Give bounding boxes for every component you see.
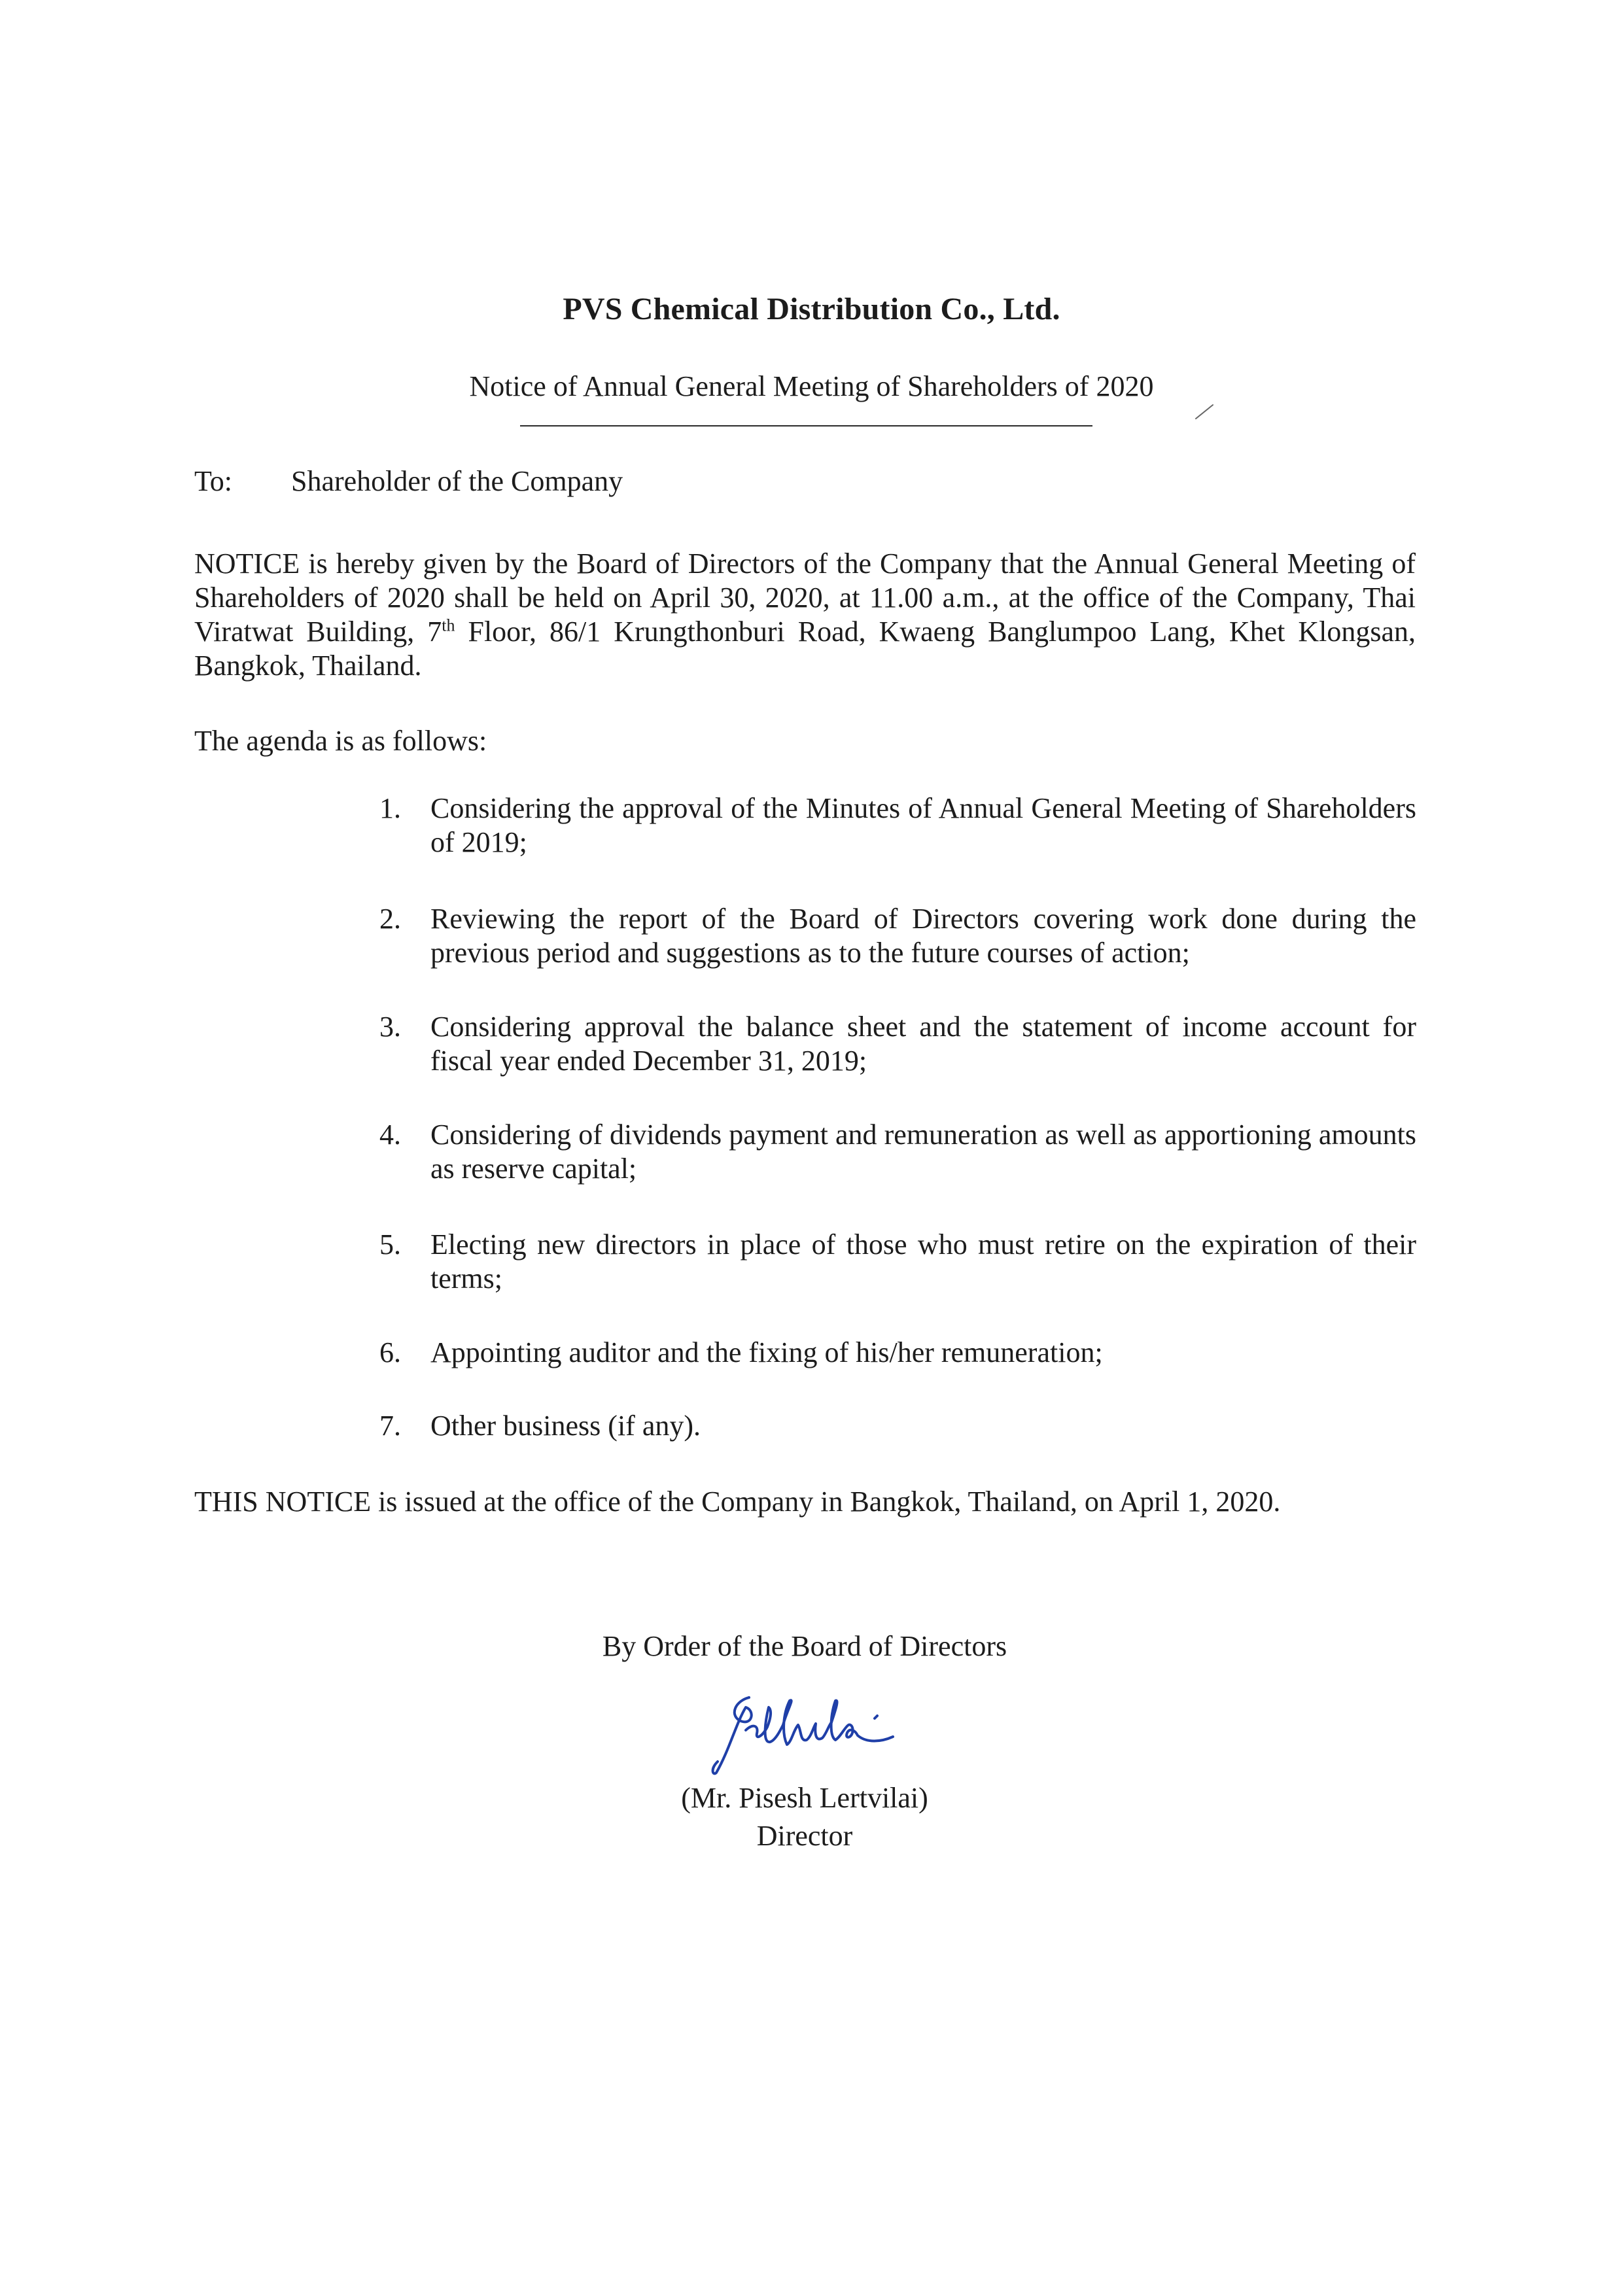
agenda-item-number: 5. — [379, 1228, 401, 1261]
agenda-item-number: 3. — [379, 1011, 401, 1043]
agenda-item-text: Considering approval the balance sheet and the statement of income account for fiscal year ended December 31, 2019; — [430, 1011, 1416, 1077]
agenda-item-text: Considering the approval of the Minutes of Annual General Meeting of Shareholders of 2019; — [430, 792, 1416, 858]
addressee-line — [194, 464, 1437, 498]
agenda-intro: The agenda is as follows: — [194, 725, 487, 757]
agenda-item — [379, 1409, 1416, 1443]
agenda-item-text: Considering of dividends payment and remuneration as well as apportioning amounts as reserve capital; — [430, 1119, 1416, 1185]
agenda-item-text: Reviewing the report of the Board of Directors covering work done during the previous period and suggestions as to the future courses of action; — [430, 903, 1416, 969]
agenda-item — [379, 1010, 1416, 1078]
agenda-item-number: 1. — [379, 792, 401, 824]
intro-text-part2: Floor, 86/1 Krungthonburi Road, Kwaeng Banglumpoo Lang, Khet Klongsan, Bangkok, Thailand. — [194, 616, 1416, 682]
agenda-item — [379, 902, 1416, 970]
company-name: PVS Chemical Distribution Co., Ltd. — [563, 292, 1060, 326]
agenda-item — [379, 1228, 1416, 1296]
agenda-list — [379, 791, 1416, 1443]
agenda-item-number: 4. — [379, 1119, 401, 1151]
agenda-item-number: 6. — [379, 1336, 401, 1368]
closing-statement: THIS NOTICE is issued at the office of the Company in Bangkok, Thailand, on April 1, 2020. — [194, 1486, 1281, 1518]
agenda-item — [379, 1336, 1416, 1370]
to-label: To: — [194, 465, 233, 497]
agenda-item-text: Other business (if any). — [430, 1410, 701, 1442]
agenda-item — [379, 1118, 1416, 1186]
agenda-item-number: 7. — [379, 1410, 401, 1442]
intro-text-part1: NOTICE is hereby given by the Board of Directors of the Company that the Annual General Meeting of Shareholders of 2020 shall be held on April 30, 2020, at 11.00 a.m., at the office of the Company, Thai Viratwat Building, 7 — [194, 548, 1416, 648]
pen-tick-mark — [1195, 403, 1214, 420]
by-order-line: By Order of the Board of Directors — [602, 1630, 1007, 1662]
agenda-item-text: Electing new directors in place of those who must retire on the expiration of their terms; — [430, 1228, 1416, 1295]
intro-paragraph — [194, 547, 1416, 683]
notice-title: Notice of Annual General Meeting of Shareholders of 2020 — [469, 370, 1154, 402]
agenda-item-text: Appointing auditor and the fixing of his/her remuneration; — [430, 1336, 1103, 1368]
signer-title: Director — [756, 1820, 853, 1852]
agenda-item-number: 2. — [379, 903, 401, 935]
to-value: Shareholder of the Company — [291, 465, 623, 497]
agenda-item — [379, 791, 1416, 860]
ordinal-suffix: th — [442, 616, 455, 635]
title-underline — [520, 425, 1092, 426]
handwritten-signature — [710, 1684, 899, 1783]
signer-name: (Mr. Pisesh Lertvilai) — [681, 1782, 928, 1814]
